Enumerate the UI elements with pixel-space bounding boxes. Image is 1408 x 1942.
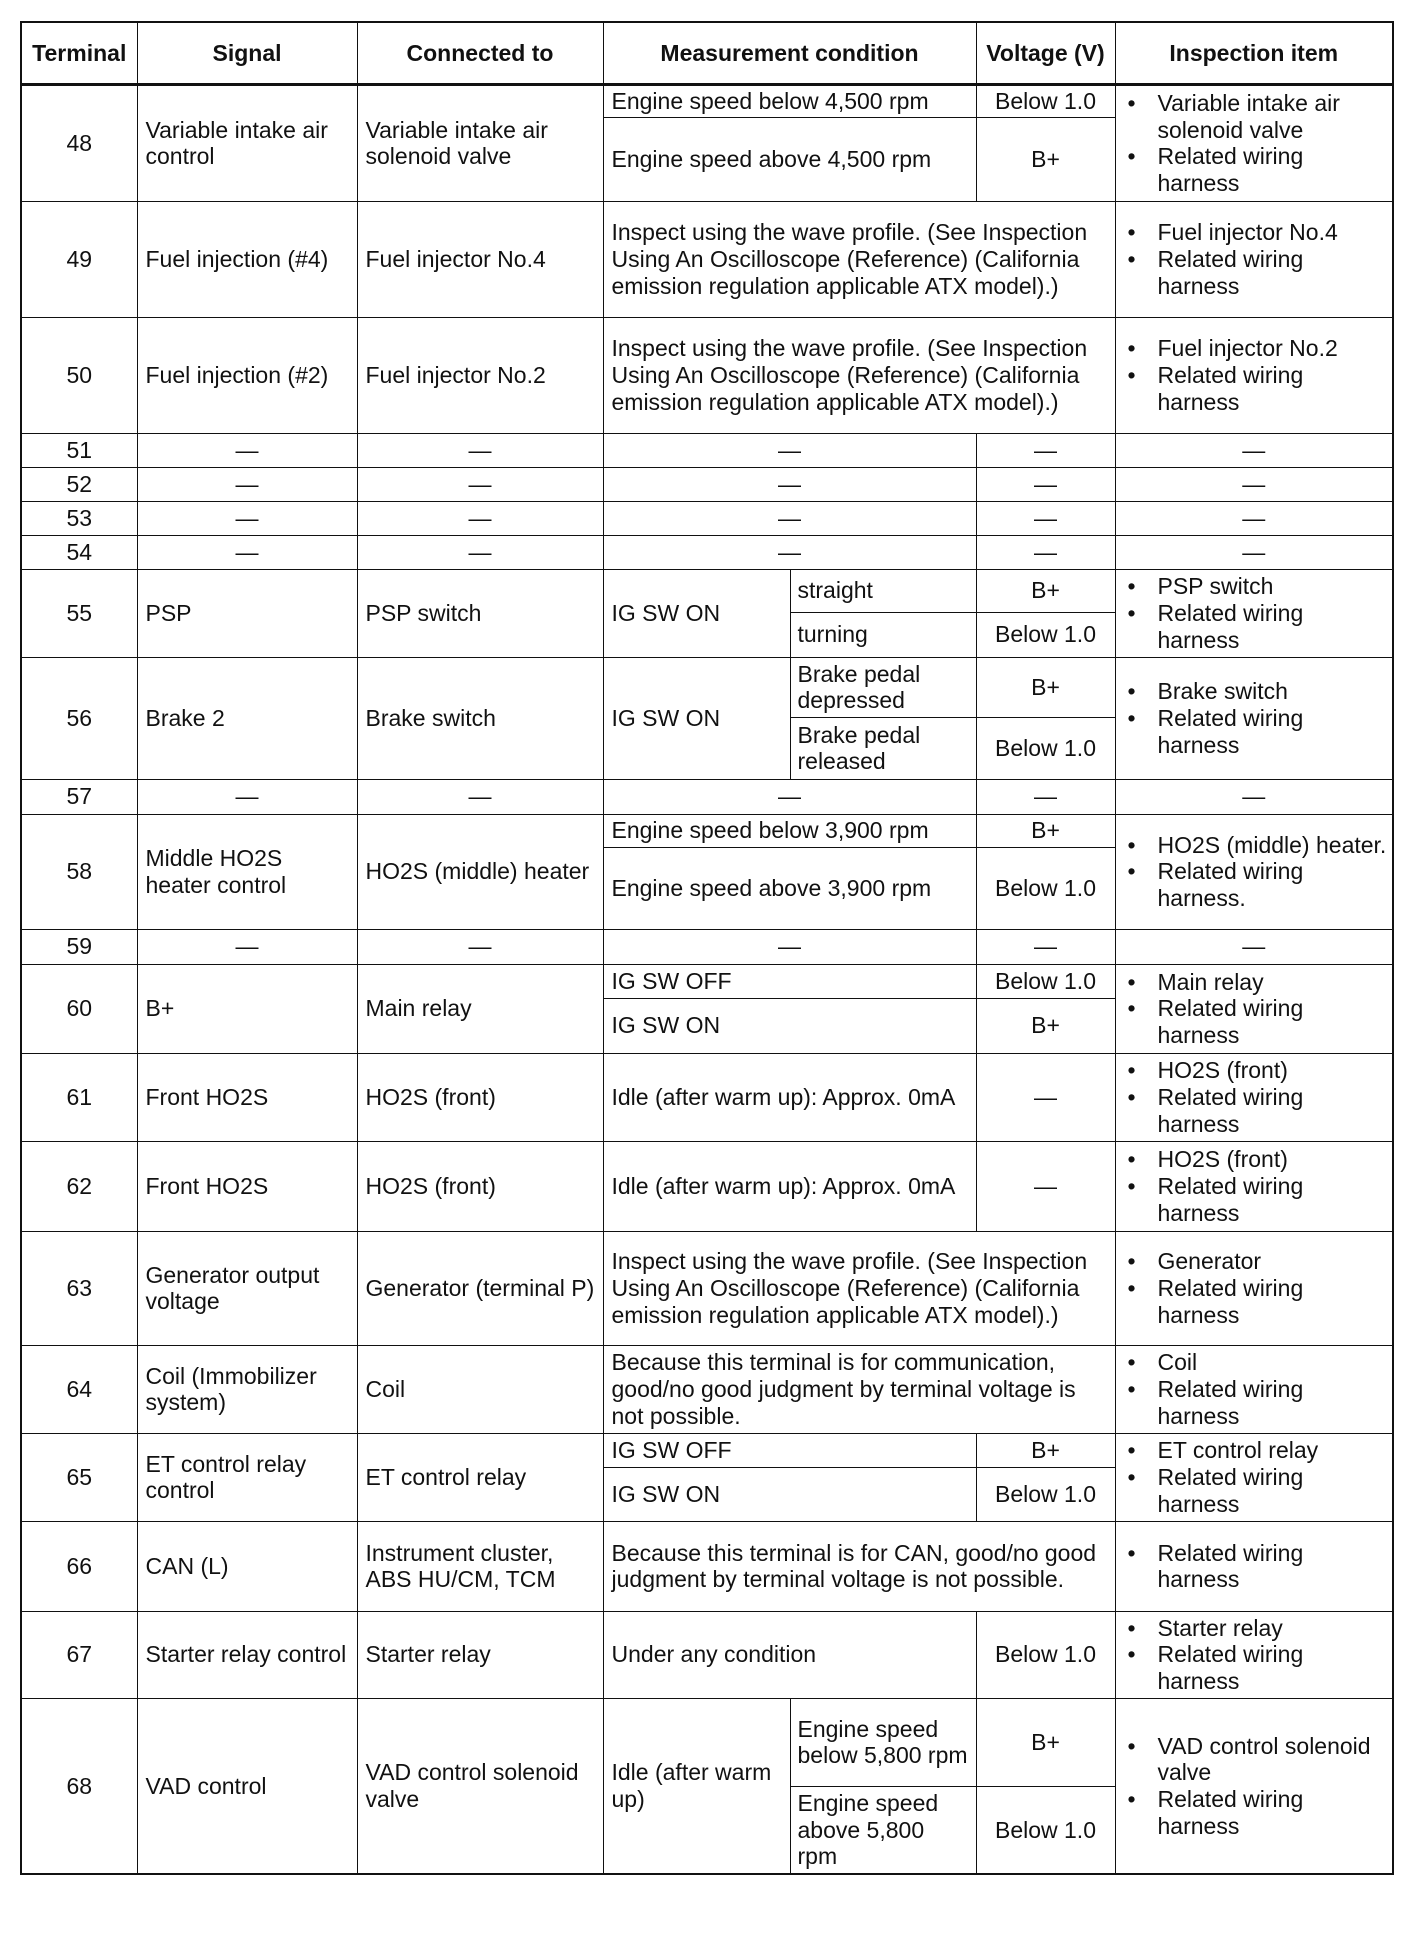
inspection-list (1124, 335, 1389, 415)
dash-cell: — (137, 467, 357, 501)
condition-cell: Under any condition (603, 1611, 976, 1698)
inspection-item: • Main relay (1124, 969, 1389, 996)
signal-cell: Starter relay control (137, 1611, 357, 1698)
connected-cell: Starter relay (357, 1611, 603, 1698)
terminal-cell: 59 (21, 929, 137, 964)
connected-cell: Generator (terminal P) (357, 1231, 603, 1345)
terminal-cell: 57 (21, 779, 137, 814)
dash-cell: — (1115, 467, 1393, 501)
dash-cell: — (976, 433, 1115, 467)
sub-condition-cell: turning (790, 612, 976, 657)
header-measurement-condition: Measurement condition (603, 22, 976, 85)
inspection-item: • PSP switch (1124, 573, 1389, 600)
table-row (21, 814, 1393, 847)
dash-cell: — (603, 501, 976, 535)
dash-cell: — (976, 929, 1115, 964)
terminal-cell: 49 (21, 201, 137, 317)
inspection-list (1124, 832, 1389, 912)
inspection-cell (1115, 1611, 1393, 1698)
terminal-cell: 64 (21, 1345, 137, 1433)
inspection-item: • Related wiring harness (1124, 600, 1389, 653)
connected-cell: Variable intake air solenoid valve (357, 85, 603, 202)
inspection-item: • HO2S (front) (1124, 1146, 1389, 1173)
dash-cell: — (976, 467, 1115, 501)
connected-cell: VAD control solenoid valve (357, 1698, 603, 1874)
voltage-cell: B+ (976, 657, 1115, 717)
inspection-list (1124, 219, 1389, 299)
signal-cell: PSP (137, 569, 357, 657)
voltage-dash-cell: — (976, 1141, 1115, 1231)
header-inspection-item: Inspection item (1115, 22, 1393, 85)
dash-cell: — (1115, 501, 1393, 535)
inspection-cell (1115, 1698, 1393, 1874)
terminal-cell: 63 (21, 1231, 137, 1345)
table-row (21, 569, 1393, 612)
signal-cell: Front HO2S (137, 1053, 357, 1141)
terminal-cell: 67 (21, 1611, 137, 1698)
header-row (21, 22, 1393, 85)
dash-cell: — (137, 535, 357, 569)
table-row (21, 1698, 1393, 1786)
dash-cell: — (357, 535, 603, 569)
inspection-list (1124, 969, 1389, 1049)
inspection-item: • HO2S (middle) heater. (1124, 832, 1389, 859)
dash-cell: — (976, 779, 1115, 814)
inspection-list (1124, 1437, 1389, 1517)
terminal-spec-table (20, 21, 1394, 1875)
connected-cell: Brake switch (357, 657, 603, 779)
connected-cell: PSP switch (357, 569, 603, 657)
condition-cell: Idle (after warm up): Approx. 0mA (603, 1053, 976, 1141)
terminal-cell: 50 (21, 317, 137, 433)
voltage-cell: Below 1.0 (976, 964, 1115, 998)
dash-cell: — (357, 929, 603, 964)
terminal-cell: 56 (21, 657, 137, 779)
condition-cell: Engine speed above 4,500 rpm (603, 117, 976, 201)
terminal-cell: 52 (21, 467, 137, 501)
inspection-cell (1115, 814, 1393, 929)
inspection-item: • ET control relay (1124, 1437, 1389, 1464)
voltage-dash-cell: — (976, 1053, 1115, 1141)
voltage-cell: B+ (976, 998, 1115, 1053)
dash-cell: — (1115, 779, 1393, 814)
signal-cell: VAD control (137, 1698, 357, 1874)
condition-cell: IG SW ON (603, 998, 976, 1053)
inspection-cell (1115, 201, 1393, 317)
connected-cell: HO2S (front) (357, 1141, 603, 1231)
table-row (21, 317, 1393, 433)
condition-cell: Inspect using the wave profile. (See Inspection Using An Oscilloscope (Reference) (California emission regulation applicable ATX model).) (603, 201, 1115, 317)
header-connected-to: Connected to (357, 22, 603, 85)
voltage-cell: Below 1.0 (976, 1611, 1115, 1698)
inspection-item: • Related wiring harness (1124, 1084, 1389, 1137)
dash-cell: — (976, 501, 1115, 535)
table-row (21, 433, 1393, 467)
inspection-cell (1115, 1053, 1393, 1141)
inspection-cell (1115, 1231, 1393, 1345)
inspection-cell (1115, 1433, 1393, 1521)
dash-cell: — (1115, 535, 1393, 569)
inspection-item: • Fuel injector No.2 (1124, 335, 1389, 362)
table-row (21, 201, 1393, 317)
voltage-cell: B+ (976, 1433, 1115, 1467)
inspection-cell (1115, 1345, 1393, 1433)
dash-cell: — (603, 467, 976, 501)
condition-cell: Idle (after warm up) (603, 1698, 790, 1874)
table-row (21, 535, 1393, 569)
dash-cell: — (137, 779, 357, 814)
inspection-list (1124, 1349, 1389, 1429)
condition-cell: IG SW ON (603, 569, 790, 657)
condition-cell: Engine speed below 3,900 rpm (603, 814, 976, 847)
signal-cell: Generator output voltage (137, 1231, 357, 1345)
inspection-item: • Related wiring harness (1124, 1540, 1389, 1593)
dash-cell: — (1115, 929, 1393, 964)
terminal-cell: 58 (21, 814, 137, 929)
dash-cell: — (357, 467, 603, 501)
header-terminal: Terminal (21, 22, 137, 85)
dash-cell: — (976, 535, 1115, 569)
inspection-item: • Related wiring harness. (1124, 858, 1389, 911)
table-row (21, 1141, 1393, 1231)
sub-condition-cell: Engine speed above 5,800 rpm (790, 1786, 976, 1874)
table-row (21, 779, 1393, 814)
inspection-cell (1115, 85, 1393, 202)
dash-cell: — (603, 929, 976, 964)
table-row (21, 657, 1393, 717)
dash-cell: — (357, 501, 603, 535)
dash-cell: — (137, 929, 357, 964)
dash-cell: — (357, 779, 603, 814)
inspection-item: • Related wiring harness (1124, 246, 1389, 299)
signal-cell: ET control relay control (137, 1433, 357, 1521)
terminal-cell: 65 (21, 1433, 137, 1521)
signal-cell: CAN (L) (137, 1521, 357, 1611)
connected-cell: Main relay (357, 964, 603, 1053)
connected-cell: Coil (357, 1345, 603, 1433)
dash-cell: — (1115, 433, 1393, 467)
voltage-cell: B+ (976, 1698, 1115, 1786)
inspection-item: • Coil (1124, 1349, 1389, 1376)
table-row (21, 929, 1393, 964)
header-voltage: Voltage (V) (976, 22, 1115, 85)
inspection-cell (1115, 657, 1393, 779)
terminal-cell: 48 (21, 85, 137, 202)
sub-condition-cell: Engine speed below 5,800 rpm (790, 1698, 976, 1786)
inspection-list (1124, 1146, 1389, 1226)
inspection-list (1124, 1057, 1389, 1137)
table-row (21, 467, 1393, 501)
inspection-item: • VAD control solenoid valve (1124, 1733, 1389, 1786)
sub-condition-cell: straight (790, 569, 976, 612)
signal-cell: Fuel injection (#4) (137, 201, 357, 317)
signal-cell: Middle HO2S heater control (137, 814, 357, 929)
sub-condition-cell: Brake pedal depressed (790, 657, 976, 717)
condition-cell: Because this terminal is for CAN, good/no good judgment by terminal voltage is not possible. (603, 1521, 1115, 1611)
inspection-cell (1115, 1141, 1393, 1231)
inspection-list (1124, 678, 1389, 758)
terminal-cell: 54 (21, 535, 137, 569)
dash-cell: — (137, 501, 357, 535)
table-row (21, 1053, 1393, 1141)
table-row (21, 1521, 1393, 1611)
table-row (21, 1611, 1393, 1698)
connected-cell: Fuel injector No.2 (357, 317, 603, 433)
condition-cell: Because this terminal is for communication, good/no good judgment by terminal voltage is not possible. (603, 1345, 1115, 1433)
signal-cell: B+ (137, 964, 357, 1053)
inspection-item: • Starter relay (1124, 1615, 1389, 1642)
connected-cell: Fuel injector No.4 (357, 201, 603, 317)
voltage-cell: Below 1.0 (976, 1786, 1115, 1874)
inspection-list (1124, 1540, 1389, 1593)
voltage-cell: Below 1.0 (976, 717, 1115, 779)
terminal-cell: 61 (21, 1053, 137, 1141)
inspection-item: • Related wiring harness (1124, 362, 1389, 415)
inspection-item: • Related wiring harness (1124, 1376, 1389, 1429)
terminal-cell: 68 (21, 1698, 137, 1874)
signal-cell: Front HO2S (137, 1141, 357, 1231)
signal-cell: Brake 2 (137, 657, 357, 779)
dash-cell: — (603, 535, 976, 569)
inspection-item: • Related wiring harness (1124, 705, 1389, 758)
inspection-item: • Related wiring harness (1124, 1173, 1389, 1226)
terminal-cell: 62 (21, 1141, 137, 1231)
connected-cell: HO2S (middle) heater (357, 814, 603, 929)
terminal-cell: 60 (21, 964, 137, 1053)
voltage-cell: B+ (976, 117, 1115, 201)
dash-cell: — (137, 433, 357, 467)
inspection-item: • Related wiring harness (1124, 1641, 1389, 1694)
condition-cell: IG SW ON (603, 1467, 976, 1521)
inspection-cell (1115, 964, 1393, 1053)
inspection-item: • HO2S (front) (1124, 1057, 1389, 1084)
header-signal: Signal (137, 22, 357, 85)
condition-cell: IG SW OFF (603, 1433, 976, 1467)
condition-cell: Idle (after warm up): Approx. 0mA (603, 1141, 976, 1231)
inspection-item: • Generator (1124, 1248, 1389, 1275)
table-row (21, 85, 1393, 118)
inspection-item: • Related wiring harness (1124, 143, 1389, 196)
inspection-item: • Related wiring harness (1124, 1464, 1389, 1517)
signal-cell: Fuel injection (#2) (137, 317, 357, 433)
condition-cell: IG SW ON (603, 657, 790, 779)
voltage-cell: Below 1.0 (976, 85, 1115, 118)
voltage-cell: Below 1.0 (976, 612, 1115, 657)
inspection-cell (1115, 1521, 1393, 1611)
inspection-cell (1115, 569, 1393, 657)
sub-condition-cell: Brake pedal released (790, 717, 976, 779)
condition-cell: Engine speed above 3,900 rpm (603, 847, 976, 929)
dash-cell: — (603, 779, 976, 814)
terminal-cell: 55 (21, 569, 137, 657)
voltage-cell: B+ (976, 814, 1115, 847)
voltage-cell: Below 1.0 (976, 1467, 1115, 1521)
inspection-item: • Fuel injector No.4 (1124, 219, 1389, 246)
inspection-item: • Related wiring harness (1124, 1786, 1389, 1839)
connected-cell: Instrument cluster, ABS HU/CM, TCM (357, 1521, 603, 1611)
dash-cell: — (603, 433, 976, 467)
signal-cell: Variable intake air control (137, 85, 357, 202)
voltage-cell: Below 1.0 (976, 847, 1115, 929)
terminal-cell: 66 (21, 1521, 137, 1611)
inspection-item: • Brake switch (1124, 678, 1389, 705)
condition-cell: Inspect using the wave profile. (See Inspection Using An Oscilloscope (Reference) (California emission regulation applicable ATX model).) (603, 317, 1115, 433)
inspection-item: • Variable intake air solenoid valve (1124, 90, 1389, 143)
inspection-cell (1115, 317, 1393, 433)
table-row (21, 964, 1393, 998)
table-row (21, 1433, 1393, 1467)
inspection-list (1124, 1248, 1389, 1328)
inspection-item: • Related wiring harness (1124, 995, 1389, 1048)
inspection-list (1124, 573, 1389, 653)
terminal-cell: 53 (21, 501, 137, 535)
voltage-cell: B+ (976, 569, 1115, 612)
terminal-cell: 51 (21, 433, 137, 467)
connected-cell: ET control relay (357, 1433, 603, 1521)
table-row (21, 501, 1393, 535)
inspection-list (1124, 90, 1389, 197)
condition-cell: Engine speed below 4,500 rpm (603, 85, 976, 118)
inspection-list (1124, 1615, 1389, 1695)
connected-cell: HO2S (front) (357, 1053, 603, 1141)
signal-cell: Coil (Immobilizer system) (137, 1345, 357, 1433)
inspection-list (1124, 1733, 1389, 1840)
condition-cell: IG SW OFF (603, 964, 976, 998)
condition-cell: Inspect using the wave profile. (See Inspection Using An Oscilloscope (Reference) (California emission regulation applicable ATX model).) (603, 1231, 1115, 1345)
dash-cell: — (357, 433, 603, 467)
table-row (21, 1231, 1393, 1345)
table-row (21, 1345, 1393, 1433)
inspection-item: • Related wiring harness (1124, 1275, 1389, 1328)
